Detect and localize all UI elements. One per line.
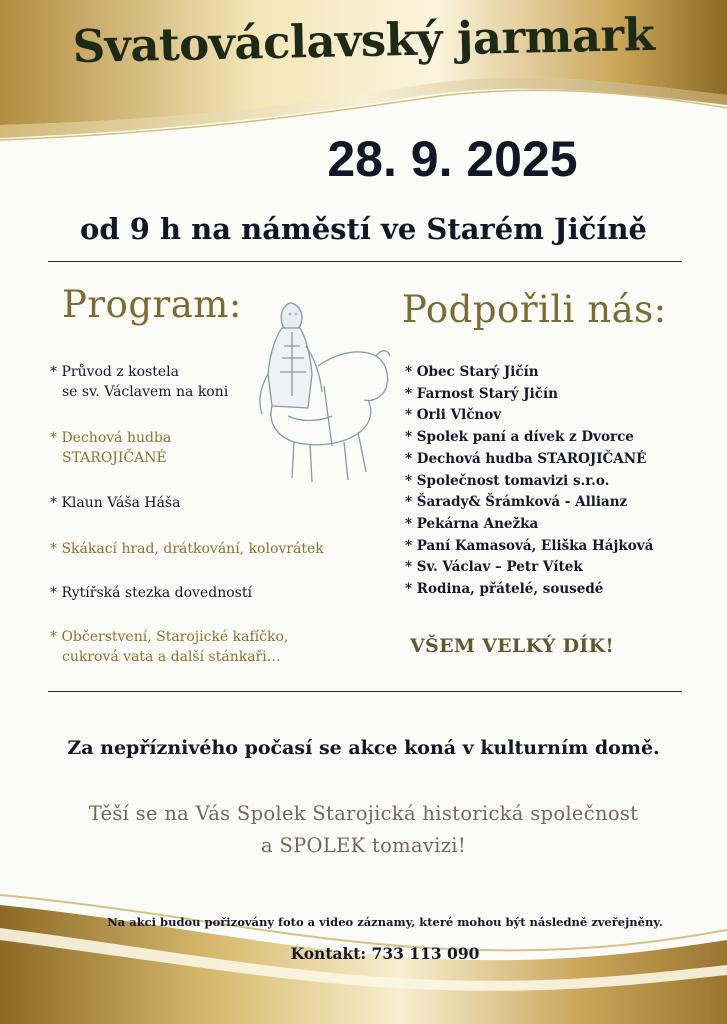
- program-item-line: * Občerstvení, Starojické kafíčko,: [50, 629, 289, 645]
- program-item-line: cukrová vata a další stánkaři…: [62, 649, 281, 665]
- supporters-heading: Podpořili nás:: [402, 288, 667, 331]
- event-title: Svatováclavský jarmark: [72, 7, 655, 74]
- list-item: * Dechová hudba STAROJIČANÉ: [405, 450, 647, 467]
- program-item-line: se sv. Václavem na koni: [62, 384, 229, 400]
- program-item-knight-trail: [50, 583, 252, 603]
- program-item-brass-band: [50, 428, 171, 468]
- welcome-line: a SPOLEK tomavizi!: [261, 834, 466, 857]
- program-item-procession: [50, 362, 228, 402]
- event-date: 28. 9. 2025: [327, 131, 578, 187]
- divider-bottom: [48, 691, 682, 692]
- program-item-line: STAROJIČANÉ: [62, 450, 167, 466]
- program-item-bouncy-castle: [50, 539, 324, 559]
- list-item: * Obec Starý Jičín: [405, 364, 539, 380]
- divider-top: [48, 261, 682, 262]
- list-item: * Orli Vlčnov: [405, 407, 502, 424]
- program-item-line: * Rytířská stezka dovedností: [50, 585, 252, 601]
- program-item-refreshments: [50, 627, 288, 667]
- list-item: * Farnost Starý Jičín: [405, 385, 558, 402]
- list-item: * Paní Kamasová, Eliška Hájková: [405, 537, 654, 554]
- supporters-list: [405, 362, 653, 601]
- welcome-line: Těší se na Vás Spolek Starojická historická společnost: [88, 802, 639, 825]
- program-item-clown: [50, 493, 180, 513]
- thanks-text: VŠEM VELKÝ DÍK!: [410, 635, 615, 657]
- program-item-line: * Dechová hudba: [50, 430, 172, 446]
- list-item: * Pekárna Anežka: [405, 515, 539, 532]
- contact-info: Kontakt: 733 113 090: [290, 944, 480, 963]
- event-place: od 9 h na náměstí ve Starém Jičíně: [80, 212, 647, 246]
- st-wenceslas-on-horse-icon: [248, 296, 398, 496]
- photo-notice: Na akci budou pořizovány foto a video záznamy, které mohou být následně zveřejněny.: [107, 915, 663, 929]
- program-item-line: * Klaun Váša Háša: [50, 495, 181, 511]
- program-heading: Program:: [62, 283, 242, 326]
- weather-note: Za nepříznivého počasí se akce koná v kulturním domě.: [67, 737, 660, 759]
- program-item-line: * Průvod z kostela: [50, 364, 179, 380]
- welcome-text: [0, 798, 727, 862]
- list-item: * Rodina, přátelé, sousedé: [405, 581, 604, 598]
- list-item: * Šarady& Šrámková - Allianz: [405, 494, 628, 511]
- program-item-line: * Skákací hrad, drátkování, kolovrátek: [50, 541, 324, 557]
- list-item: * Spolek paní a dívek z Dvorce: [405, 429, 634, 446]
- list-item: * Společnost tomavizi s.r.o.: [405, 472, 610, 489]
- list-item: * Sv. Václav – Petr Vítek: [405, 559, 583, 576]
